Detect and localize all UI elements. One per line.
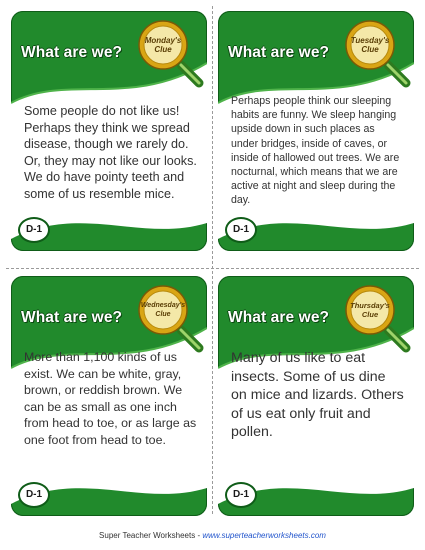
magnifying-glass-icon [344, 284, 412, 356]
clue-card-monday [11, 11, 207, 251]
clue-label [347, 36, 393, 54]
card-code-badge: D-1 [225, 482, 257, 508]
clue-word: Clue [361, 310, 379, 319]
clue-word: Clue [361, 45, 379, 54]
clue-word: Clue [155, 311, 171, 318]
page-footer [0, 531, 425, 540]
clue-text: Some people do not like us! Perhaps they think we spread disease, though we rarely do. Or, they may not like our looks. We do have pointy teeth and some of us resemble mice. [24, 104, 197, 201]
magnifying-glass-icon [137, 284, 205, 356]
card-code-badge: D-1 [18, 482, 50, 508]
clue-day: Wednesday's [140, 302, 186, 309]
card-title: What are we? [21, 309, 123, 326]
clue-card-thursday [218, 276, 414, 516]
card-title: What are we? [21, 44, 123, 61]
card-title: What are we? [228, 309, 330, 326]
card-title: What are we? [228, 44, 330, 61]
clue-word: Clue [154, 45, 172, 54]
clue-text: Many of us like to eat insects. Some of us dine on mice and lizards. Others of us eat only fruit and pollen. [231, 350, 404, 441]
card-code-badge: D-1 [225, 217, 257, 243]
clue-day: Monday's [144, 36, 182, 45]
footer-brand: Super Teacher Worksheets [99, 531, 196, 540]
magnifying-glass-icon [137, 19, 205, 91]
cut-line-vertical [212, 6, 213, 514]
clue-day: Thursday's [350, 301, 390, 310]
clue-label [347, 301, 393, 319]
clue-card-wednesday [11, 276, 207, 516]
clue-label [140, 36, 186, 54]
card-code-badge: D-1 [18, 217, 50, 243]
clue-text: Perhaps people think our sleeping habits are funny. We sleep hanging upside down in such places as under bridges, inside of caves, or inside of hallowed out trees. We are nocturnal, which means that we are active at night and sleep during the day. [231, 95, 400, 207]
footer-url-link[interactable]: www.superteacherworksheets.com [202, 531, 326, 540]
clue-label [140, 301, 186, 319]
magnifying-glass-icon [344, 19, 412, 91]
clue-text: More than 1,100 kinds of us exist. We can be white, gray, brown, or reddish brown. We can be as small as one inch from head to toe, or as large as one foot from head to toe. [24, 350, 197, 447]
footer-separator: - [195, 531, 203, 540]
clue-day: Tuesday's [350, 36, 390, 45]
clue-card-tuesday [218, 11, 414, 251]
